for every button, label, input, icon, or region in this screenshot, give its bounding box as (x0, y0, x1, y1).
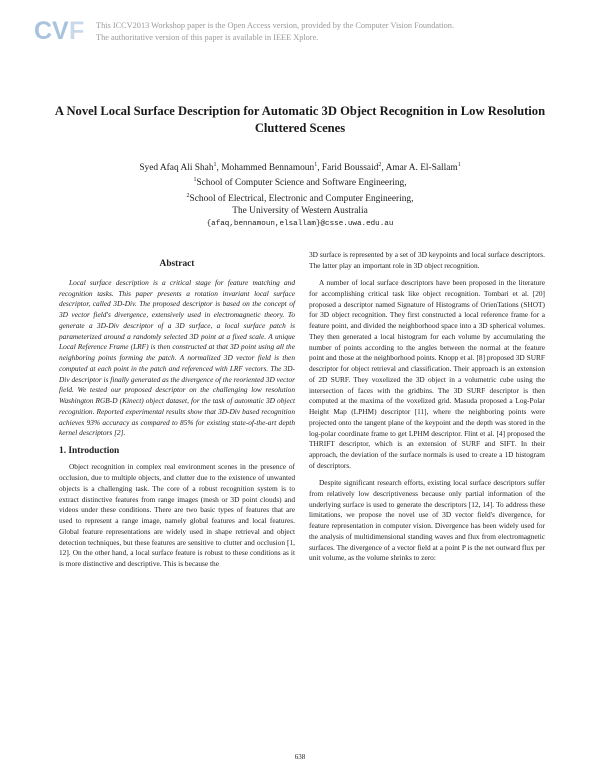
author-email: {afaq,bennamoun,elsallam}@csse.uwa.edu.au (206, 219, 394, 228)
author-affiliation-mark: 1 (213, 162, 217, 168)
affiliation-2: $^2$School of Electrical, Electronic and Computer Engineering, (186, 192, 414, 204)
author-name: Farid Boussaid (321, 163, 379, 174)
svg-text:F: F (69, 17, 85, 43)
affiliation-1: $^1$School of Computer Science and Software Engineering, (193, 177, 407, 189)
author-affiliation-mark: 1 (457, 162, 461, 168)
affiliation-3: The University of Western Australia (232, 206, 368, 217)
body-paragraph: A number of local surface descriptors have been proposed in the literature for accomplishing critical task like object recognition. Tombari et al. [20] proposed a descriptor named Signature of Histograms of OrienTations (SHOT) for 3D object recognition. They first constructed a local reference frame for a feature point, and divided the neighborhood space into a 3D spherical volumes. They then generated a local histogram for each volume by accumulating the number of points according to the angles between the normal at the feature point and those at the neighborhood points. Knopp et al. [8] proposed 3D SURF descriptor for object retrieval and classification. Their approach is an extension of 2D SURF. They voxelized the 3D object in a volumetric cube using the intersection of faces with the gridbins. The 3D SURF descriptor is then computed at the maxima of the voxelized grid. Masuda proposed a Log-Polar Height Map (LPHM) descriptor [11], where the neighboring points were projected onto the tangent plane of the keypoint and the depth was stored in the log-polar coordinate frame to get LPHM descriptor. Flint et al. [4] proposed the THRIFT descriptor, which is an extension of SURF and SIFT. In their approach, the deviation of the surface normals is used to create a 1D histogram of descriptors. (309, 278, 545, 470)
author-name: Syed Afaq Ali Shah (139, 163, 214, 174)
introduction-paragraph: Object recognition in complex real environment scenes in the presence of occlusion, due to multiple objects, and clutter due to the existence of unwanted objects is a challenging task. The core of a robust recognition system is to extract distinctive features from range images (mesh or 3D point clouds) and videos under these conditions. There are two basic types of features that are used to represent a range image, namely global features and local features. Global feature representations are widely used in shape retrieval and object detection techniques, but these features are sensitive to clutter and occlusion [1, 12]. On the other hand, a local surface feature is robust to these conditions as it is more distinctive and descriptive. This is because the (59, 462, 295, 568)
cvf-logo (34, 17, 92, 43)
body-paragraph: 3D surface is represented by a set of 3D keypoints and local surface descriptors. The latter play an important role in 3D object recognition. (309, 250, 545, 270)
author-block (50, 159, 550, 230)
abstract-text: Local surface description is a critical stage for feature matching and recognition tasks. This paper presents a rotation invariant local surface descriptor, called 3D-Div. The proposed descriptor is based on the concept of 3D vector field's divergence, extensively used in electromagnetic theory. To generate a 3D-Div descriptor of a 3D surface, a local surface patch is parameterized around a randomly selected 3D point at a fixed scale. A unique Local Reference Frame (LRF) is then constructed at that 3D point using all the neighboring points forming the patch. A normalized 3D vector field is then computed at each point in the patch and referenced with LRF vectors. The 3D-Div descriptor is finally generated as the divergence of the reoriented 3D vector field. We tested our proposed descriptor on the challenging low resolution Washington RGB-D (Kinect) object dataset, for the task of automatic 3D object recognition. Reported experimental results show that 3D-Div based recognition achieves 93% accuracy as compared to 85% for existing state-of-the-art depth kernel descriptors [2]. (59, 277, 295, 438)
banner-line-2: The authoritative version of this paper is available in IEEE Xplore. (96, 32, 319, 42)
author-name: Amar A. El-Sallam (385, 163, 458, 174)
introduction-heading: 1. Introduction (59, 445, 120, 456)
author-names: Syed Afaq Ali Shah$^1$, Mohammed Bennamoun$^1$, Farid Boussaid$^2$, Amar A. El-Sallam$^1$ (139, 162, 461, 174)
right-column (309, 250, 545, 571)
svg-text:CV: CV (34, 17, 69, 43)
open-access-banner (96, 20, 516, 43)
abstract-heading: Abstract (159, 259, 195, 269)
author-name: Mohammed Bennamoun (221, 163, 315, 174)
banner-line-1: This ICCV2013 Workshop paper is the Open Access version, provided by the Computer Vision Foundation. (96, 21, 455, 30)
paper-title: A Novel Local Surface Description for Automatic 3D Object Recognition in Low Resolution Cluttered Scenes (54, 104, 546, 135)
body-paragraph: Despite significant research efforts, existing local surface descriptors suffer from relatively low descriptiveness because only partial information of the underlying surface is used to generate the descriptors [12, 14]. To address these limitations, we propose the novel use of 3D vector field's divergence, for feature representation in computer vision. Divergence has been widely used for the analysis of multidimensional standing waves and flux from electromagnetic surfaces. The divergence of a vector field at a point P is the net outward flux per unit volume, as the volume shrinks to zero: (309, 478, 545, 563)
author-affiliation-mark: 2 (378, 162, 382, 168)
page-number: 638 (294, 753, 306, 761)
left-column (59, 250, 295, 576)
author-affiliation-mark: 1 (314, 162, 318, 168)
